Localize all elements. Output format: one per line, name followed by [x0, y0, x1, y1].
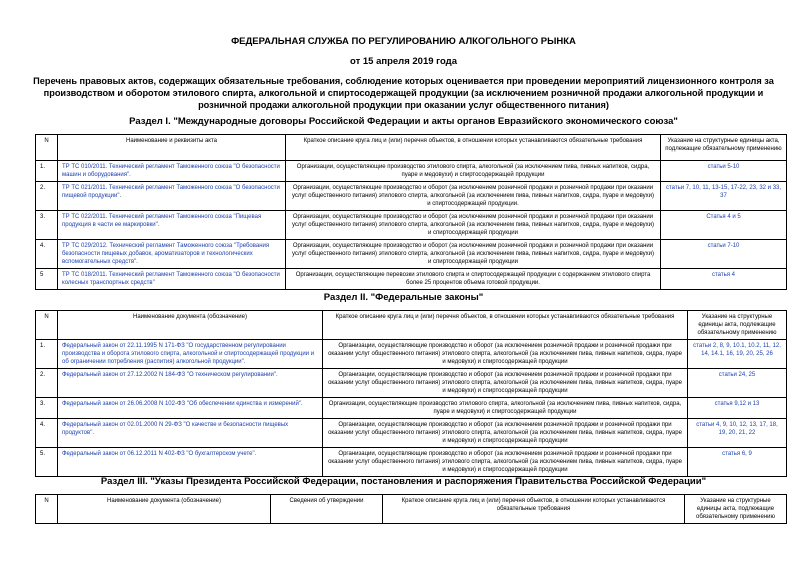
row-description: Организации, осуществляющие производство и оборот (за исключением розничной продажи и розничной продажи при оказании услуг общественного питания) этилового спирта, алкогольной (за исключением пива, пивных напитков, сидра, пуаре и медовухи) и спиртосодержащей продукции	[286, 240, 661, 269]
row-description: Организации, осуществляющие производство и оборот (за исключением розничной продажи и розничной продажи при оказании услуг общественного питания) этилового спирта, алкогольной (за исключением пива, пивных напитков, сидра, пуаре и медовухи) и спиртосодержащей продукции	[323, 448, 688, 477]
table-row	[36, 182, 787, 211]
agency-name: ФЕДЕРАЛЬНАЯ СЛУЖБА ПО РЕГУЛИРОВАНИЮ АЛКОГОЛЬНОГО РЫНКА	[231, 36, 576, 47]
table-row	[36, 211, 787, 240]
column-header: Краткое описание круга лиц и (или) перечня объектов, в отношении которых устанавливаются обязательные требования	[323, 311, 688, 340]
section-2-title: Раздел II. "Федеральные законы"	[323, 292, 484, 303]
column-header: Наименование документа (обозначение)	[58, 495, 271, 524]
structural-units-link[interactable]: статья 6, 9	[688, 448, 787, 477]
column-header: Наименование и реквизиты акта	[58, 135, 286, 161]
table-row	[36, 419, 787, 448]
table-row	[36, 369, 787, 398]
row-number: 3.	[36, 211, 58, 240]
structural-units-link[interactable]: статьи 24, 25	[688, 369, 787, 398]
row-number: 1.	[36, 340, 58, 369]
structural-units-link[interactable]: статьи 2, 8, 9, 10.1, 10.2, 11, 12, 14, 14.1, 16, 19, 20, 25, 26	[688, 340, 787, 369]
table-row	[36, 340, 787, 369]
structural-units-link[interactable]: статьи 4, 9, 10, 12, 13, 17, 18, 19, 20, 21, 22	[688, 419, 787, 448]
column-header: N	[36, 495, 58, 524]
table-header-row	[36, 495, 787, 524]
structural-units-link[interactable]: статьи 5-10	[661, 161, 787, 182]
row-description: Организации, осуществляющие производство и оборот (за исключением розничной продажи и розничной продажи при оказании услуг общественного питания) этилового спирта, алкогольной (за исключением пива, пивных напитков, сидра, пуаре и медовухи) и спиртосодержащей продукции.	[286, 182, 661, 211]
column-header: Сведения об утверждении	[271, 495, 383, 524]
section-3-title: Раздел III. "Указы Президента Российской Федерации, постановления и распоряжения Правительства Российской Федерации"	[100, 476, 707, 487]
column-header: Указание на структурные единицы акта, подлежащие обязательному применению	[661, 135, 787, 161]
row-number: 4.	[36, 240, 58, 269]
section-1-table	[35, 134, 787, 290]
table-row	[36, 269, 787, 290]
row-number: 2.	[36, 369, 58, 398]
table-row	[36, 161, 787, 182]
structural-units-link[interactable]: статья 4	[661, 269, 787, 290]
column-header: Указание на структурные единицы акта, подлежащие обязательному применению	[685, 495, 787, 524]
row-description: Организации, осуществляющие перевозки этилового спирта и спиртосодержащей продукции с содержанием этилового спирта более 25 процентов объема готовой продукции.	[286, 269, 661, 290]
act-link[interactable]: ТР ТС 018/2011. Технический регламент Таможенного союза "О безопасности колесных транспортных средств"	[58, 269, 286, 290]
act-link[interactable]: ТР ТС 021/2011. Технический регламент Таможенного союза "О безопасности пищевой продукции".	[58, 182, 286, 211]
row-description: Организации, осуществляющие производство этилового спирта, алкогольной (за исключением пива, пивных напитков, сидра, пуаре и медовухи) и спиртосодержащей продукции	[323, 398, 688, 419]
row-number: 1.	[36, 161, 58, 182]
row-description: Организации, осуществляющие производство и оборот (за исключением розничной продажи и розничной продажи при оказании услуг общественного питания) этилового спирта, алкогольной (за исключением пива, пивных напитков, сидра, пуаре и медовухи) и спиртосодержащей продукции	[323, 419, 688, 448]
act-link[interactable]: Федеральный закон от 26.06.2008 N 102-ФЗ "Об обеспечении единства и измерений".	[58, 398, 323, 419]
structural-units-link[interactable]: статья 9,12 и 13	[688, 398, 787, 419]
structural-units-link[interactable]: статьи 7-10	[661, 240, 787, 269]
act-link[interactable]: ТР ТС 029/2012. Технический регламент Таможенного союза "Требования безопасности пищевых добавок, ароматизаторов и технологических вспомогательных средств".	[58, 240, 286, 269]
section-1-title: Раздел I. "Международные договоры Российской Федерации и акты органов Евразийского экономического союза"	[129, 116, 678, 127]
act-link[interactable]: Федеральный закон от 22.11.1995 N 171-ФЗ "О государственном регулировании производства и оборота этилового спирта, алкогольной и спиртосодержащей продукции и об ограничении потребления (распития) алкогольной продукции".	[58, 340, 323, 369]
column-header: Краткое описание круга лиц и (или) перечня объектов, в отношении которых устанавливаются обязательные требования	[286, 135, 661, 161]
row-number: 2.	[36, 182, 58, 211]
document-title: Перечень правовых актов, содержащих обязательные требования, соблюдение которых оценивается при проведении мероприятий лицензионного контроля за производством и оборотом этилового спирта, алкогольной и спиртосодержащей продукции (за исключением розничной продажи алкогольной продукции и розничной продажи алкогольной продукции при оказании услуг общественного питания)	[33, 76, 774, 110]
section-2-table	[35, 310, 787, 477]
table-header-row	[36, 311, 787, 340]
table-row	[36, 448, 787, 477]
document-date: от 15 апреля 2019 года	[350, 56, 457, 67]
column-header: Указание на структурные единицы акта, подлежащие обязательному применению	[688, 311, 787, 340]
section-3-table	[35, 494, 787, 524]
table-row	[36, 240, 787, 269]
act-link[interactable]: Федеральный закон от 02.01.2000 N 29-ФЗ "О качестве и безопасности пищевых продуктов".	[58, 419, 323, 448]
row-number: 5.	[36, 448, 58, 477]
row-number: 4.	[36, 419, 58, 448]
act-link[interactable]: Федеральный закон от 27.12.2002 N 184-ФЗ "О техническом регулировании".	[58, 369, 323, 398]
table-row	[36, 398, 787, 419]
column-header: Наименование документа (обозначение)	[58, 311, 323, 340]
column-header: Краткое описание круга лиц и (или) перечня объектов, в отношении которых устанавливаются обязательные требования	[383, 495, 685, 524]
act-link[interactable]: ТР ТС 010/2011. Технический регламент Таможенного союза "О безопасности машин и оборудования".	[58, 161, 286, 182]
row-number: 3.	[36, 398, 58, 419]
row-description: Организации, осуществляющие производство этилового спирта, алкогольной (за исключением пива, пивных напитков, сидра, пуаре и медовухи) и спиртосодержащей продукции	[286, 161, 661, 182]
row-description: Организации, осуществляющие производство и оборот (за исключением розничной продажи и розничной продажи при оказании услуг общественного питания) этилового спирта, алкогольной (за исключением пива, пивных напитков, сидра, пуаре и медовухи) и спиртосодержащей продукции	[323, 340, 688, 369]
row-description: Организации, осуществляющие производство и оборот (за исключением розничной продажи и розничной продажи при оказании услуг общественного питания) этилового спирта, алкогольной (за исключением пива, пивных напитков, сидра, пуаре и медовухи) и спиртосодержащей продукции	[286, 211, 661, 240]
row-description: Организации, осуществляющие производство и оборот (за исключением розничной продажи и розничной продажи при оказании услуг общественного питания) этилового спирта, алкогольной (за исключением пива, пивных напитков, сидра, пуаре и медовухи) и спиртосодержащей продукции	[323, 369, 688, 398]
act-link[interactable]: ТР ТС 022/2011. Технический регламент Таможенного союза "Пищевая продукция в части ее маркировки".	[58, 211, 286, 240]
act-link[interactable]: Федеральный закон от 06.12.2011 N 402-ФЗ "О бухгалтерском учете".	[58, 448, 323, 477]
structural-units-link[interactable]: статьи 7, 10, 11, 13-15, 17-22, 23, 32 и 33, 37	[661, 182, 787, 211]
column-header: N	[36, 311, 58, 340]
structural-units-link[interactable]: Статья 4 и 5	[661, 211, 787, 240]
table-header-row	[36, 135, 787, 161]
column-header: N	[36, 135, 58, 161]
row-number: 5	[36, 269, 58, 290]
